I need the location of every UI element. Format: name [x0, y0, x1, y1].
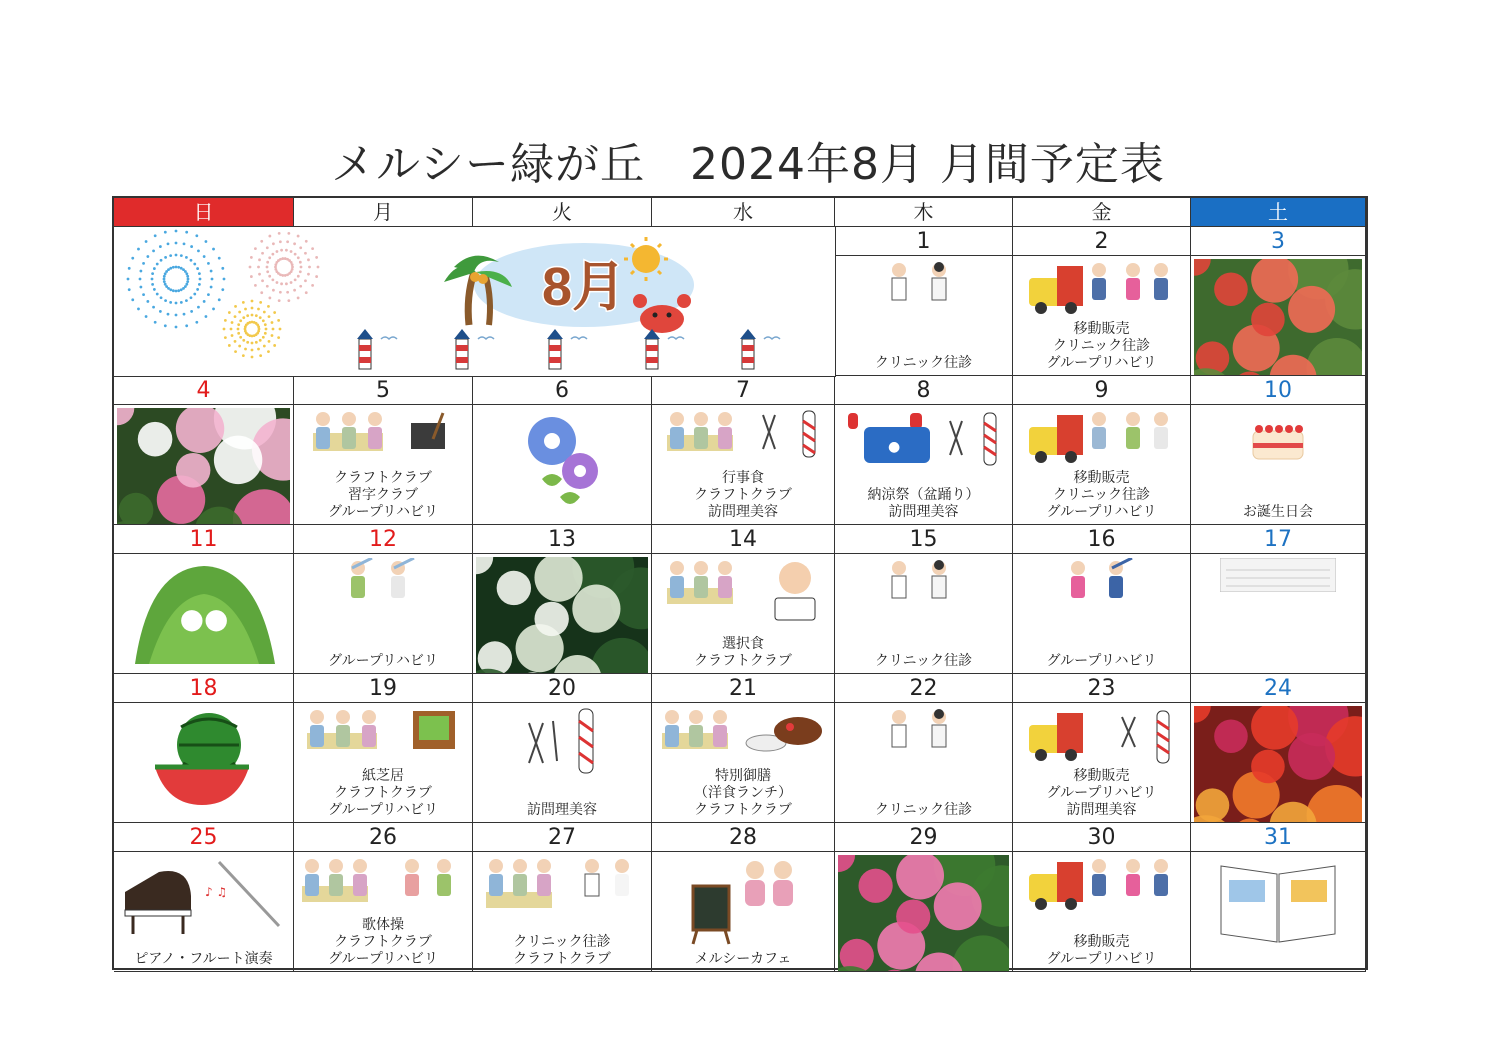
event-list: [652, 768, 834, 819]
event-list: [294, 917, 472, 968]
event-label: ピアノ・フルート演奏: [134, 951, 273, 967]
day-number: 25: [114, 823, 294, 852]
exercise-icon: [294, 558, 472, 642]
day-number: 23: [1013, 674, 1191, 703]
day-number: 17: [1191, 525, 1366, 554]
craft-barber-icon: [652, 409, 834, 463]
day-number: 30: [1013, 823, 1191, 852]
day-cell: [294, 852, 473, 972]
svg-text:●●: ●●: [179, 602, 228, 635]
event-label: 訪問理美容: [708, 504, 778, 520]
truck-rehab-icon: [1013, 856, 1190, 920]
doctor-nurse-icon: [835, 558, 1012, 632]
event-list: [294, 470, 472, 521]
event-list: [835, 355, 1012, 372]
barber-icon: [473, 707, 651, 781]
day-cell: [652, 554, 835, 674]
event-label: 習字クラブ: [348, 487, 418, 503]
day-number: 15: [835, 525, 1013, 554]
fireworks-icon: [127, 230, 320, 359]
piano-icon: [114, 856, 293, 940]
event-list: [294, 653, 472, 670]
event-list: [652, 636, 834, 670]
day-cell: [294, 703, 473, 823]
book-icon: [1191, 856, 1365, 950]
day-cell: [114, 852, 294, 972]
event-label: 移動販売: [1073, 470, 1130, 486]
photo-crape-myrtle-icon: [835, 852, 1012, 971]
event-label: グループリハビリ: [1046, 785, 1157, 801]
craft-doctor-icon: [473, 856, 651, 930]
day-number: 19: [294, 674, 473, 703]
craft-food-icon: [652, 707, 834, 761]
event-label: クリニック往診: [513, 934, 611, 950]
event-label: 移動販売: [1073, 934, 1130, 950]
event-label: 訪問理美容: [527, 802, 597, 818]
day-cell: [835, 703, 1013, 823]
day-number: 2: [1013, 227, 1191, 256]
summer-banner-illustration: [114, 227, 836, 377]
day-cell: [1013, 405, 1191, 525]
day-number: 21: [652, 674, 835, 703]
event-list: [473, 802, 651, 819]
day-number: 7: [652, 376, 835, 405]
watermelon-icon: [114, 707, 293, 811]
event-label: グループリハビリ: [1046, 653, 1157, 669]
day-number: 12: [294, 525, 473, 554]
day-cell: [294, 405, 473, 525]
event-label: メルシーカフェ: [694, 951, 792, 967]
day-number: 1: [835, 227, 1013, 256]
craft-chef-icon: [652, 558, 834, 632]
event-list: [1013, 470, 1190, 521]
event-label: クラフトクラブ: [694, 802, 792, 818]
day-cell: [1191, 852, 1366, 972]
event-list: [835, 653, 1012, 670]
truck-barber-icon: [1013, 707, 1190, 771]
page-title: メルシー緑が丘 2024年8月 月間予定表: [331, 139, 1165, 190]
festival-barber-icon: [835, 409, 1012, 473]
event-label: 選択食: [722, 636, 764, 652]
event-label: クリニック往診: [874, 802, 973, 818]
event-label: 移動販売: [1073, 321, 1130, 337]
day-cell: [835, 554, 1013, 674]
event-label: 行事食: [722, 470, 764, 486]
craft-singing-icon: [294, 856, 472, 920]
day-cell: [473, 405, 652, 525]
event-label: クラフトクラブ: [513, 951, 611, 967]
day-cell: [473, 554, 652, 674]
event-label: グループリハビリ: [328, 504, 438, 520]
day-number: 29: [835, 823, 1013, 852]
event-list: [1191, 504, 1365, 521]
day-cell: [835, 852, 1013, 972]
event-list: [652, 951, 834, 968]
day-cell: [114, 554, 294, 674]
craft-kamishibai-icon: [294, 707, 472, 761]
svg-text:●: ●: [887, 439, 900, 455]
day-number: 16: [1013, 525, 1191, 554]
event-list: [835, 802, 1012, 819]
weekday-header: 火: [473, 198, 652, 227]
day-number: 6: [473, 376, 652, 405]
event-label: クラフトクラブ: [334, 470, 432, 486]
event-label: クラフトクラブ: [334, 785, 432, 801]
svg-text:8月: 8月: [541, 257, 627, 317]
day-number: 20: [473, 674, 652, 703]
lighthouse-row-icon: [357, 329, 780, 369]
day-cell: [294, 554, 473, 674]
event-list: [1013, 653, 1190, 670]
day-number: 27: [473, 823, 652, 852]
event-label: クリニック往診: [1052, 338, 1151, 354]
event-label: 納涼祭（盆踊り）: [867, 487, 980, 503]
event-label: グループリハビリ: [1046, 504, 1157, 520]
day-cell: [835, 405, 1013, 525]
event-label: クラフトクラブ: [694, 653, 792, 669]
mountain-day-icon: [114, 558, 293, 672]
event-label: クリニック往診: [874, 355, 973, 371]
day-number: 14: [652, 525, 835, 554]
photo-pink-flowers-icon: [114, 405, 293, 524]
day-cell: [1013, 703, 1191, 823]
cafe-icon: [652, 856, 834, 950]
day-number: 26: [294, 823, 473, 852]
day-cell: [1191, 554, 1366, 674]
weekday-header: 金: [1013, 198, 1191, 227]
event-label: 訪問理美容: [888, 504, 959, 520]
day-cell: [1191, 703, 1366, 823]
event-label: （洋食ランチ）: [694, 785, 792, 801]
august-banner: [114, 227, 836, 377]
event-label: クラフトクラブ: [334, 934, 432, 950]
day-number: 11: [114, 525, 294, 554]
rehab-icon: [1013, 558, 1190, 642]
day-number: 24: [1191, 674, 1366, 703]
event-label: お誕生日会: [1243, 504, 1313, 520]
event-label: グループリハビリ: [1046, 355, 1157, 371]
photo-white-orchid-icon: [473, 554, 651, 673]
event-label: グループリハビリ: [328, 802, 438, 818]
day-number: 10: [1191, 376, 1366, 405]
day-number: 31: [1191, 823, 1366, 852]
day-cell: [1013, 256, 1191, 376]
event-list: [1013, 321, 1190, 372]
event-label: 特別御膳: [715, 768, 771, 784]
event-label: クリニック往診: [1052, 487, 1151, 503]
day-number: 28: [652, 823, 835, 852]
svg-text:♪ ♫: ♪ ♫: [204, 885, 227, 899]
day-cell: [1191, 256, 1366, 376]
morning-glory-icon: [473, 409, 651, 513]
calendar-grid: [112, 196, 1368, 970]
day-cell: [1013, 554, 1191, 674]
day-cell: [835, 256, 1013, 376]
event-list: [1013, 934, 1190, 968]
photo-red-flower-icon: [1191, 256, 1365, 375]
event-label: グループリハビリ: [328, 951, 438, 967]
day-cell: [114, 405, 294, 525]
event-label: 紙芝居: [362, 768, 404, 784]
weekday-header: 日: [114, 198, 294, 227]
day-number: 8: [835, 376, 1013, 405]
event-label: 歌体操: [362, 917, 404, 933]
doctor-nurse-icon: [835, 707, 1012, 781]
day-cell: [652, 703, 835, 823]
event-list: [473, 934, 651, 968]
day-cell: [114, 703, 294, 823]
day-cell: [652, 852, 835, 972]
doctor-nurse-icon: [835, 260, 1012, 334]
weekday-header: 木: [835, 198, 1013, 227]
day-number: 3: [1191, 227, 1366, 256]
event-list: [1013, 768, 1190, 819]
blank-sign-icon: [1191, 558, 1365, 596]
day-cell: [1013, 852, 1191, 972]
cake-icon: [1191, 409, 1365, 473]
event-label: クラフトクラブ: [694, 487, 792, 503]
day-number: 5: [294, 376, 473, 405]
day-cell: [473, 852, 652, 972]
event-label: グループリハビリ: [1046, 951, 1157, 967]
event-list: [652, 470, 834, 521]
day-cell: [652, 405, 835, 525]
event-list: [835, 487, 1012, 521]
event-label: 訪問理美容: [1066, 802, 1137, 818]
day-cell: [1191, 405, 1366, 525]
day-number: 13: [473, 525, 652, 554]
photo-celosia-icon: [1191, 703, 1365, 822]
day-number: 4: [114, 376, 294, 405]
month-text: [542, 257, 626, 317]
weekday-header: 水: [652, 198, 835, 227]
day-cell: [473, 703, 652, 823]
event-label: グループリハビリ: [328, 653, 438, 669]
weekday-header: 月: [294, 198, 473, 227]
event-label: クリニック往診: [874, 653, 973, 669]
truck-exercise-icon: [1013, 409, 1190, 473]
event-label: 移動販売: [1073, 768, 1130, 784]
weekday-header: 土: [1191, 198, 1366, 227]
day-number: 22: [835, 674, 1013, 703]
day-number: 9: [1013, 376, 1191, 405]
day-number: 18: [114, 674, 294, 703]
event-list: [114, 951, 293, 968]
craft-calligraphy-icon: [294, 409, 472, 463]
truck-rehab-icon: [1013, 260, 1190, 324]
event-list: [294, 768, 472, 819]
